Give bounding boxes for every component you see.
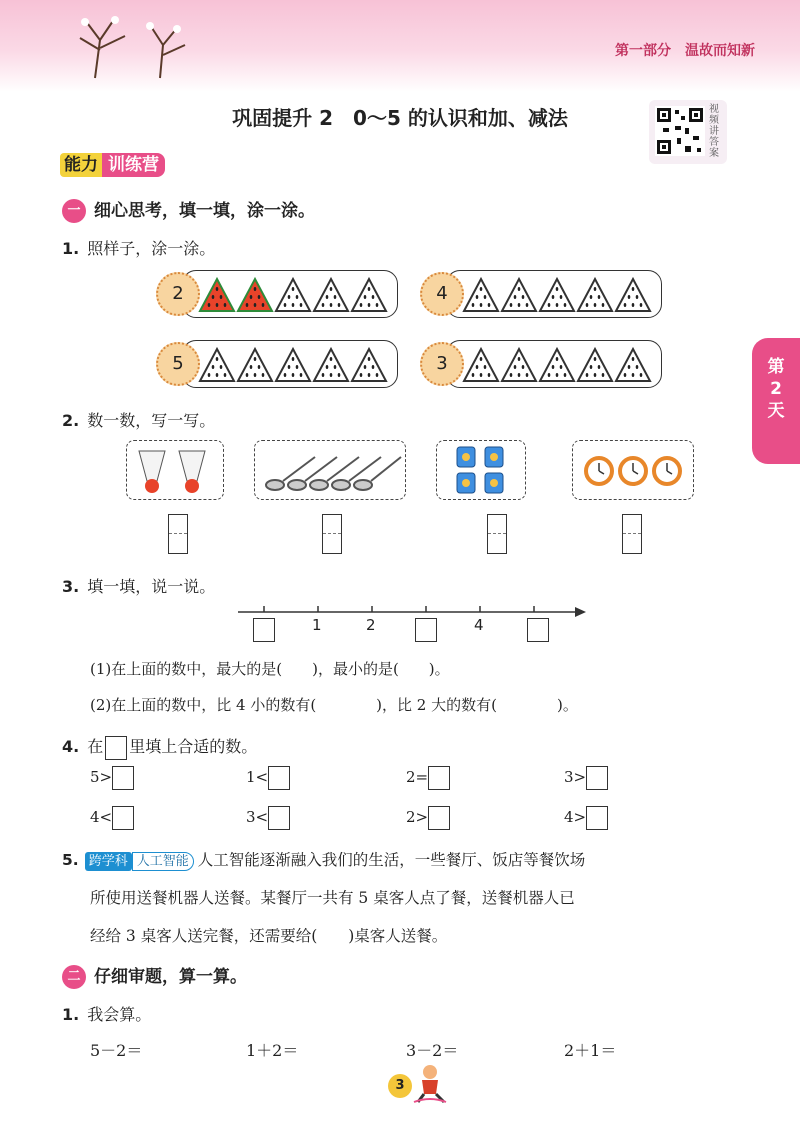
watermelon-slice-icon[interactable] — [502, 349, 536, 381]
watermelon-slice-icon[interactable] — [578, 349, 612, 381]
q1-number: 1. — [62, 239, 80, 258]
melon-count-2: 2 — [156, 272, 200, 316]
melon-count-3: 3 — [420, 342, 464, 386]
ai-tag: 人工智能 — [132, 852, 194, 871]
watermelon-slice-icon[interactable] — [616, 279, 650, 311]
q4-answer-box[interactable] — [112, 806, 134, 830]
watermelon-slices — [0, 0, 800, 400]
watermelon-slice-icon[interactable] — [578, 279, 612, 311]
melon-count-4: 4 — [420, 272, 464, 316]
page-title: 巩固提升 2 0～5 的认识和加、减法 — [232, 106, 568, 130]
answer-box-clock[interactable] — [622, 514, 642, 554]
watermelon-slice-icon[interactable] — [464, 349, 498, 381]
q3-part2: (2)在上面的数中，比 4 小的数有( )，比 2 大的数有( )。 — [90, 696, 578, 714]
q4-label — [62, 734, 257, 760]
answer-box-spoon[interactable] — [322, 514, 342, 554]
q4-expr: 4< — [90, 808, 113, 826]
number-line — [230, 600, 590, 620]
watermelon-slice-icon[interactable] — [502, 279, 536, 311]
q3-label — [62, 574, 215, 597]
q4-expr: 2> — [406, 808, 429, 826]
cup-icon — [437, 441, 525, 499]
numberline-tick-4: 4 — [474, 616, 484, 634]
q5-number: 5. — [62, 851, 79, 869]
q5-line1 — [62, 848, 585, 870]
spoon-box — [254, 440, 406, 500]
answer-box-cup[interactable] — [487, 514, 507, 554]
answer-box-shuttlecock[interactable] — [168, 514, 188, 554]
section2-number: 二 — [62, 965, 86, 989]
q3-part1: (1)在上面的数中，最大的是( )，最小的是( )。 — [90, 660, 450, 678]
q4-item — [90, 766, 134, 790]
q2-text: 数一数，写一写。 — [87, 411, 216, 430]
q4-answer-box[interactable] — [428, 806, 450, 830]
q3-text: 填一填，说一说。 — [87, 577, 216, 596]
section2-heading — [62, 962, 247, 989]
q4-expr: 2= — [406, 768, 429, 786]
watermelon-slice-icon[interactable] — [276, 349, 310, 381]
q2-label — [62, 408, 215, 431]
watermelon-slice-icon[interactable] — [200, 349, 234, 381]
q2-number: 2. — [62, 411, 80, 430]
watermelon-slice-icon[interactable] — [200, 279, 234, 311]
badge-part2: 训练营 — [102, 153, 165, 177]
q4-text-b: 里填上合适的数。 — [129, 737, 258, 756]
q4-answer-box[interactable] — [268, 766, 290, 790]
boy-mascot-icon — [412, 1062, 448, 1104]
section2-heading-text: 仔细审题，算一算。 — [94, 967, 247, 987]
cup-box — [436, 440, 526, 500]
shuttlecock-icon — [127, 441, 223, 499]
page-number: 3 — [388, 1074, 412, 1098]
s2-q1-label — [62, 1002, 151, 1025]
q4-item — [246, 806, 290, 830]
badge-part1: 能力 — [60, 153, 102, 177]
q4-item — [406, 806, 450, 830]
q4-answer-box[interactable] — [268, 806, 290, 830]
day-side-tab — [752, 338, 800, 464]
q4-inline-box — [105, 736, 127, 760]
spoon-icon — [255, 441, 405, 499]
watermelon-slice-icon[interactable] — [238, 279, 272, 311]
watermelon-slice-icon[interactable] — [314, 279, 348, 311]
q4-item — [90, 806, 134, 830]
melon-count-5: 5 — [156, 342, 200, 386]
watermelon-slice-icon[interactable] — [540, 349, 574, 381]
q4-expr: 5> — [90, 768, 113, 786]
numberline-tick-2: 2 — [366, 616, 376, 634]
numberline-tick-1: 1 — [312, 616, 322, 634]
q4-answer-box[interactable] — [586, 806, 608, 830]
q4-answer-box[interactable] — [112, 766, 134, 790]
side-tab-line2: 2 — [770, 379, 782, 399]
numberline-box-3[interactable] — [527, 618, 549, 642]
q5-text-3: 经给 3 桌客人送完餐，还需要给( )桌客人送餐。 — [90, 927, 448, 945]
cross-subject-tag: 跨学科 — [85, 852, 132, 871]
q3-number: 3. — [62, 577, 80, 596]
q4-text-a: 在 — [87, 737, 104, 756]
q4-item — [406, 766, 450, 790]
qr-caption: 视频讲答案 — [709, 104, 719, 159]
watermelon-slice-icon[interactable] — [464, 279, 498, 311]
q4-answer-box[interactable] — [586, 766, 608, 790]
side-tab-line3: 天 — [767, 401, 785, 421]
watermelon-slice-icon[interactable] — [616, 349, 650, 381]
calc-expr: 3－2＝ — [406, 1041, 459, 1060]
header-part-label: 第一部分 温故而知新 — [615, 43, 755, 59]
q4-item — [564, 806, 608, 830]
q4-expr: 1< — [246, 768, 269, 786]
q4-item — [246, 766, 290, 790]
calc-expr: 2＋1＝ — [564, 1041, 617, 1060]
clock-box — [572, 440, 694, 500]
section1-number: 一 — [62, 199, 86, 223]
section1-heading-text: 细心思考，填一填，涂一涂。 — [94, 201, 315, 221]
q4-expr: 3< — [246, 808, 269, 826]
calc-expr: 5－2＝ — [90, 1041, 143, 1060]
s2-q1-text: 我会算。 — [87, 1005, 152, 1024]
watermelon-slice-icon[interactable] — [540, 279, 574, 311]
watermelon-slice-icon[interactable] — [276, 279, 310, 311]
q4-expr: 3> — [564, 768, 587, 786]
watermelon-slice-icon[interactable] — [352, 279, 386, 311]
shuttlecock-box — [126, 440, 224, 500]
side-tab-line1: 第 — [767, 357, 785, 377]
q5-text-1: 人工智能逐渐融入我们的生活，一些餐厅、饭店等餐饮场 — [197, 851, 586, 869]
alarm-clock-icon — [573, 441, 693, 499]
watermelon-slice-icon[interactable] — [314, 349, 348, 381]
q5-text-2: 所使用送餐机器人送餐。某餐厅一共有 5 桌客人点了餐，送餐机器人已 — [90, 889, 575, 907]
watermelon-slice-icon[interactable] — [238, 349, 272, 381]
q1-text: 照样子，涂一涂。 — [87, 239, 216, 258]
s2-q1-number: 1. — [62, 1005, 80, 1024]
q4-item — [564, 766, 608, 790]
q4-answer-box[interactable] — [428, 766, 450, 790]
watermelon-slice-icon[interactable] — [352, 349, 386, 381]
calc-expr: 1＋2＝ — [246, 1041, 299, 1060]
numberline-box-1[interactable] — [253, 618, 275, 642]
q4-expr: 4> — [564, 808, 587, 826]
q4-number: 4. — [62, 737, 80, 756]
numberline-box-2[interactable] — [415, 618, 437, 642]
